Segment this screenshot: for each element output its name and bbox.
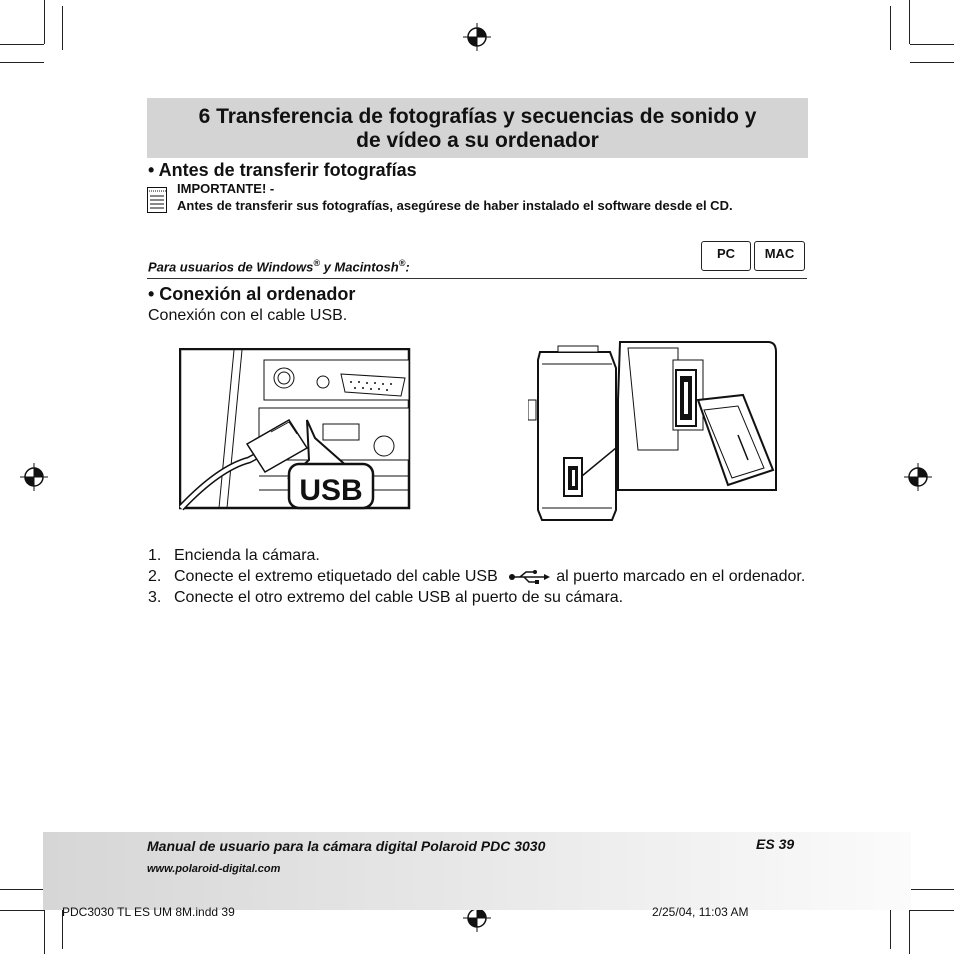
step-number: 2. (148, 568, 162, 585)
mac-badge: MAC (754, 241, 805, 271)
slug-file: PDC3030 TL ES UM 8M.indd 39 (62, 905, 235, 919)
usb-label: USB (299, 474, 363, 507)
registered-mark: ® (398, 258, 406, 268)
users-prefix: Para usuarios de Windows (148, 259, 314, 275)
footer-page-number: ES 39 (756, 836, 795, 852)
step-text-before: Conecte el extremo etiquetado del cable USB (174, 568, 498, 585)
crop-mark (910, 910, 954, 911)
crop-mark (0, 62, 44, 63)
slug-date: 2/25/04, 11:03 AM (652, 905, 749, 919)
step-item (148, 587, 808, 608)
crop-mark (62, 6, 63, 50)
platform-users-line (148, 258, 410, 274)
crop-mark (0, 910, 44, 911)
registration-mark-icon (904, 463, 932, 491)
steps-list (148, 545, 808, 608)
before-transfer-heading: • Antes de transferir fotografías (148, 160, 417, 180)
pc-badge: PC (701, 241, 751, 271)
crop-mark (890, 905, 891, 949)
usb-symbol-icon (508, 570, 550, 584)
crop-mark (44, 910, 45, 954)
section-title-line1: 6 Transferencia de fotografías y secuencias de sonido y (198, 105, 757, 128)
divider (147, 278, 807, 279)
section-title (147, 98, 808, 158)
step-item (148, 545, 808, 566)
crop-mark (909, 910, 910, 954)
step-number: 1. (148, 547, 162, 564)
important-label: IMPORTANTE! - (177, 181, 275, 196)
camera-usb-illustration (528, 340, 778, 522)
note-icon (147, 187, 167, 213)
section-title-line2: de vídeo a su ordenador (356, 129, 599, 152)
step-number: 3. (148, 589, 162, 606)
connection-subtitle: Conexión con el cable USB. (148, 307, 348, 324)
users-middle: y Macintosh (319, 259, 399, 275)
step-item (148, 566, 808, 587)
crop-mark (0, 889, 44, 890)
registration-mark-icon (20, 463, 48, 491)
step-text (174, 566, 808, 587)
registered-mark: ® (313, 258, 320, 268)
computer-usb-illustration (179, 348, 411, 514)
connection-heading: • Conexión al ordenador (148, 284, 356, 304)
users-suffix: : (405, 259, 410, 275)
crop-mark (44, 0, 45, 44)
crop-mark (910, 889, 954, 890)
step-text: Encienda la cámara. (174, 547, 320, 564)
crop-mark (910, 62, 954, 63)
important-text: Antes de transferir sus fotografías, asegúrese de haber instalado el software desde el CD. (177, 198, 733, 213)
step-text: Conecte el otro extremo del cable USB al puerto de su cámara. (174, 589, 624, 606)
step-text-after: al puerto marcado en el ordenador. (556, 568, 806, 585)
crop-mark (909, 0, 910, 44)
registration-mark-icon (463, 23, 491, 51)
footer-manual-title: Manual de usuario para la cámara digital Polaroid PDC 3030 (147, 838, 546, 854)
footer-url: www.polaroid-digital.com (147, 863, 281, 875)
crop-mark (910, 44, 954, 45)
crop-mark (0, 44, 44, 45)
crop-mark (890, 6, 891, 50)
